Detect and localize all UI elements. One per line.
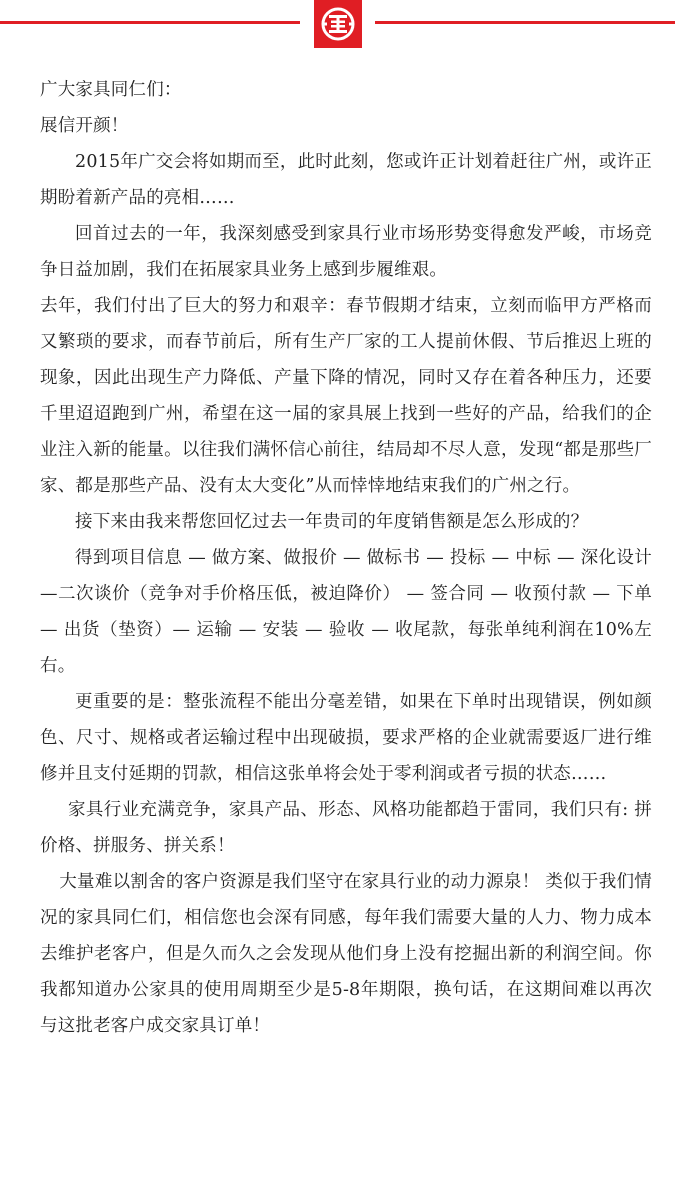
paragraph-review-year: 回首过去的一年，我深刻感受到家具行业市场形势变得愈发严峻，市场竞争日益加剧，我们在拓展家具业务上感到步履维艰。 — [40, 224, 652, 280]
letter-opening: 展信开颜！ — [40, 116, 129, 136]
header-banner — [0, 0, 675, 50]
seal-emblem-icon — [314, 0, 362, 48]
paragraph-sales-process: 得到项目信息 — 做方案、做报价 — 做标书 — 投标 — 中标 — 深化设计 —二次谈价（竞争对手价格压低，被迫降价） — 签合同 — 收预付款 — 下单 — 出货（垫资）— 运输 — 安装 — 验收 — 收尾款，每张单纯利润在10%左右。 — [40, 548, 652, 676]
paragraph-sales-recall: 接下来由我来帮您回忆过去一年贵司的年度销售额是怎么形成的？ — [75, 512, 589, 532]
letter-greeting: 广大家具同仁们： — [40, 80, 182, 100]
letter-body — [40, 72, 652, 1044]
header-divider-left — [0, 21, 300, 24]
paragraph-canton-fair: 2015年广交会将如期而至，此时此刻，您或许正计划着赶往广州，或许正期盼着新产品的亮相…… — [40, 152, 652, 208]
header-divider-right — [375, 21, 675, 24]
paragraph-competition: 家具行业充满竞争，家具产品、形态、风格功能都趋于雷同，我们只有: 拼价格、拼服务、拼关系！ — [40, 800, 652, 856]
paragraph-last-year-effort: 去年，我们付出了巨大的努力和艰辛：春节假期才结束，立刻而临甲方严格而又繁琐的要求，而春节前后，所有生产厂家的工人提前休假、节后推迟上班的现象，因此出现生产力降低、产量下降的情况，同时又存在着各种压力，还要千里迢迢跑到广州，希望在这一届的家具展上找到一些好的产品，给我们的企业注入新的能量。以往我们满怀信心前往，结局却不尽人意，发现“都是那些厂家、都是那些产品、没有太大变化”从而悻悻地结束我们的广州之行。 — [40, 296, 652, 496]
paragraph-client-resources: 大量难以割舍的客户资源是我们坚守在家具行业的动力源泉！ 类似于我们情况的家具同仁们，相信您也会深有同感，每年我们需要大量的人力、物力成本去维护老客户，但是久而久之会发现从他们身上没有挖掘出新的利润空间。你我都知道办公家具的使用周期至少是5-8年期限，换句话，在这期间难以再次与这批老客户成交家具订单！ — [40, 872, 652, 1036]
paragraph-no-errors: 更重要的是：整张流程不能出分毫差错，如果在下单时出现错误，例如颜色、尺寸、规格或者运输过程中出现破损，要求严格的企业就需要返厂进行维修并且支付延期的罚款，相信这张单将会处于零利润或者亏损的状态…… — [40, 692, 652, 784]
